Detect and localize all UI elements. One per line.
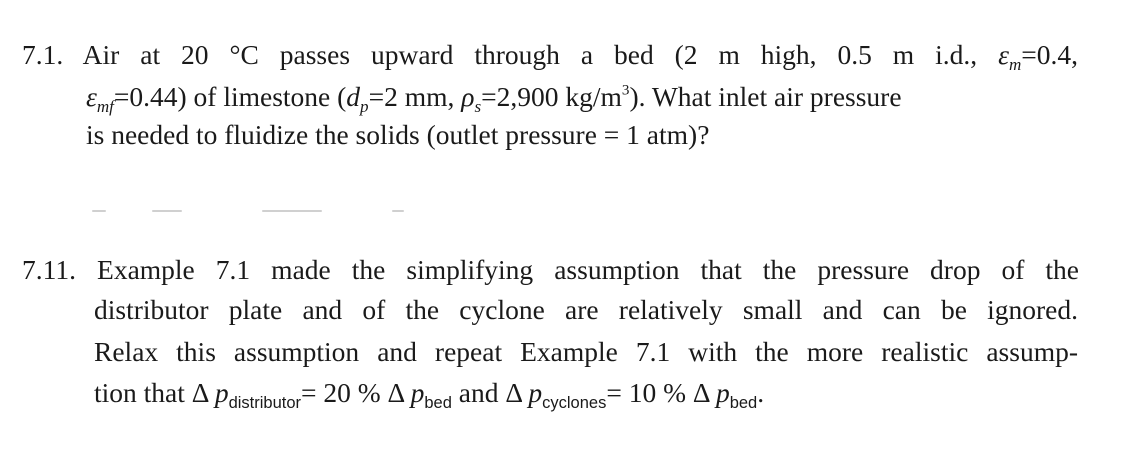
symbol: p: [715, 377, 730, 408]
problem-text: ). What inlet air pressure: [629, 81, 902, 112]
problem-7-11-line-1: [22, 253, 1079, 287]
symbol: p: [214, 377, 229, 408]
subscript: mf: [96, 96, 114, 116]
scan-artifact: [92, 210, 106, 212]
problem-text: =2 mm,: [368, 81, 455, 112]
problem-7-1-line-3: is needed to fluidize the solids (outlet pressure = 1 atm)?: [86, 119, 710, 150]
symbol: ρ: [461, 81, 475, 112]
subscript: m: [1008, 54, 1022, 74]
problem-text: tion that Δ: [94, 377, 208, 408]
problem-text: .: [757, 377, 765, 408]
problem-number: 7.11.: [22, 254, 76, 285]
problem-number: 7.1.: [22, 39, 64, 70]
symbol: ε: [998, 39, 1009, 70]
subscript: bed: [729, 393, 758, 412]
scan-artifact: [392, 210, 404, 212]
problem-text: =0.4,: [1021, 39, 1079, 70]
problem-text: = 20 % Δ: [301, 377, 404, 408]
subscript: cyclones: [542, 393, 607, 412]
subscript: p: [360, 96, 369, 116]
scan-artifact: [262, 210, 322, 212]
symbol: ε: [86, 81, 97, 112]
problem-text: Air at 20 °C passes upward through a bed (2 m high, 0.5 m i.d.,: [82, 39, 978, 70]
problem-7-11-line-3: Relax this assumption and repeat Example 7.1 with the more realistic assump-: [94, 336, 1078, 367]
subscript: s: [474, 96, 482, 116]
problem-text: = 10 % Δ: [606, 377, 710, 408]
problem-7-11-line-4: [94, 376, 764, 410]
symbol: p: [528, 377, 543, 408]
subscript: distributor: [228, 393, 302, 412]
scan-artifact: [152, 210, 182, 212]
problem-text: and Δ: [458, 377, 522, 408]
problem-7-11-line-2: distributor plate and of the cyclone are relatively small and can be ignored.: [94, 294, 1078, 325]
symbol: p: [410, 377, 425, 408]
problem-7-1-line-2: [86, 80, 902, 114]
problem-7-1-line-1: [22, 38, 1078, 72]
problem-text: =2,900 kg/m: [481, 81, 622, 112]
symbol: d: [346, 81, 361, 112]
problem-text: =0.44) of limestone (: [113, 81, 347, 112]
superscript: 3: [621, 82, 630, 99]
problem-text: Example 7.1 made the simplifying assumption that the pressure drop of the: [97, 254, 1080, 285]
subscript: bed: [424, 393, 452, 412]
